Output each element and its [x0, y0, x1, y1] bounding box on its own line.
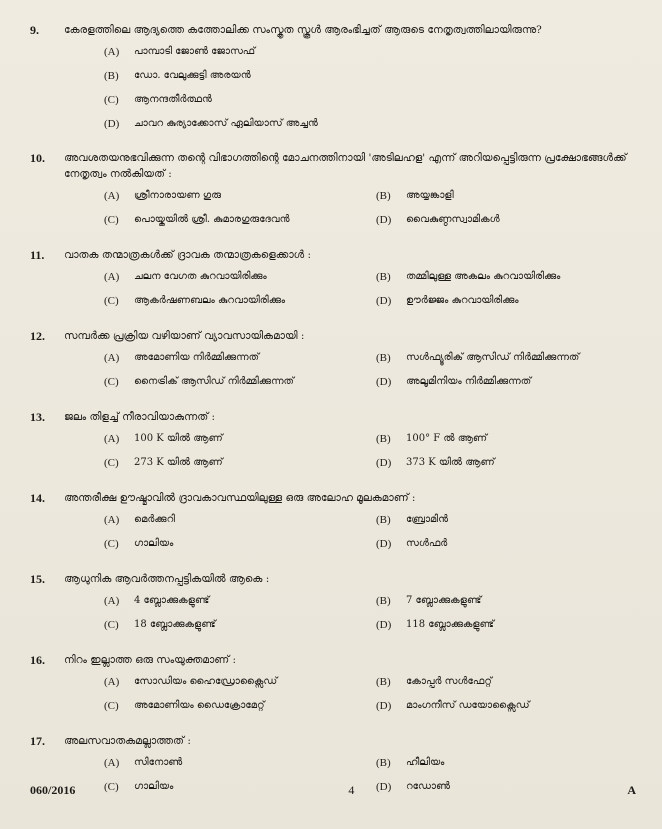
option-text: സിനോൺ — [134, 757, 183, 768]
option-text: വൈകുണ്ഠസ്വാമികൾ — [406, 214, 500, 225]
answer-option — [104, 69, 634, 93]
option-text: 4 ബ്ലോക്കുകളുണ്ട് — [134, 595, 210, 606]
option-list — [30, 189, 634, 237]
answer-option — [104, 432, 376, 456]
answer-option — [376, 456, 634, 480]
option-label: (D) — [376, 700, 392, 712]
question-block — [30, 571, 634, 642]
paper-code: 060/2016 — [30, 783, 76, 797]
option-label: (D) — [376, 781, 392, 793]
answer-option — [376, 675, 634, 699]
option-text: 373 K യിൽ ആണ് — [406, 457, 495, 468]
question-number: 10. — [30, 151, 45, 165]
question-number: 11. — [30, 248, 45, 262]
option-text: ചാവറ കുര്യാക്കോസ് ഏലിയാസ് അച്ചൻ — [134, 118, 318, 129]
option-text: മെർക്കുറി — [134, 514, 175, 525]
option-list — [30, 513, 634, 561]
question-block — [30, 150, 634, 237]
option-label: (B) — [376, 676, 391, 688]
question-number: 9. — [30, 23, 39, 37]
answer-option — [376, 537, 634, 561]
answer-option — [376, 756, 634, 780]
series-letter: A — [627, 783, 636, 797]
answer-option — [104, 117, 634, 141]
option-label: (C) — [104, 538, 119, 550]
option-list — [30, 351, 634, 399]
page-footer — [30, 783, 636, 798]
option-label: (B) — [376, 190, 391, 202]
answer-option — [376, 270, 634, 294]
question-text: വാതക തന്മാത്രകൾക്ക് ദ്രാവക തന്മാത്രകളെക്കാൾ : — [64, 249, 312, 261]
answer-option — [104, 699, 376, 723]
answer-option — [104, 618, 376, 642]
option-label: (A) — [104, 757, 120, 769]
answer-option — [376, 513, 634, 537]
option-label: (A) — [104, 271, 120, 283]
option-label: (A) — [104, 433, 120, 445]
question-block — [30, 328, 634, 399]
option-text: ആകർഷണബലം കുറവായിരിക്കും — [134, 295, 286, 306]
option-label: (B) — [376, 757, 391, 769]
option-label: (D) — [376, 457, 392, 469]
answer-option — [104, 513, 376, 537]
answer-option — [376, 432, 634, 456]
question-text: ആധുനിക ആവർത്തനപ്പട്ടികയിൽ ആകെ : — [64, 573, 270, 585]
question-text: കേരളത്തിലെ ആദ്യത്തെ കത്തോലിക്ക സംസ്കൃത സ്കൂൾ ആരംഭിച്ചത് ആരുടെ നേതൃത്വത്തിലായിരുന്നു? — [64, 24, 542, 36]
answer-option — [104, 594, 376, 618]
answer-option — [104, 93, 634, 117]
question-number: 12. — [30, 329, 45, 343]
option-text: നൈട്രിക് ആസിഡ് നിർമ്മിക്കുന്നത് — [134, 376, 294, 387]
answer-option — [104, 375, 376, 399]
question-text: ജലം തിളച്ച് നീരാവിയാകുന്നത് : — [64, 411, 216, 423]
question-line — [30, 490, 634, 506]
option-label: (B) — [376, 595, 391, 607]
answer-option — [104, 456, 376, 480]
option-label: (B) — [376, 271, 391, 283]
answer-option — [376, 189, 634, 213]
answer-option — [376, 618, 634, 642]
option-list — [30, 594, 634, 642]
option-text: 273 K യിൽ ആണ് — [134, 457, 223, 468]
question-text: അലസവാതകമല്ലാത്തത് : — [64, 735, 191, 747]
question-number: 13. — [30, 410, 45, 424]
option-text: റഡോൺ — [406, 781, 450, 792]
answer-option — [376, 213, 634, 237]
option-text: 118 ബ്ലോക്കുകളുണ്ട് — [406, 619, 494, 630]
question-text: സമ്പർക്ക പ്രക്രിയ വഴിയാണ് വ്യാവസായികമായി : — [64, 330, 305, 342]
option-list — [30, 45, 634, 141]
question-list — [30, 22, 634, 804]
option-label: (B) — [104, 70, 119, 82]
answer-option — [376, 375, 634, 399]
option-text: പൊയ്കയിൽ ശ്രീ. കുമാരഗുരുദേവൻ — [134, 214, 290, 225]
answer-option — [104, 537, 376, 561]
option-text: സൾഫ്യൂരിക് ആസിഡ് നിർമ്മിക്കുന്നത് — [406, 352, 580, 363]
option-label: (D) — [376, 214, 392, 226]
option-text: 100° F ൽ ആണ് — [406, 433, 488, 444]
option-text: ബ്രോമിൻ — [406, 514, 449, 525]
option-label: (D) — [376, 538, 392, 550]
option-list — [30, 432, 634, 480]
option-text: ഡോ. വേലുക്കുട്ടി അരയൻ — [134, 70, 251, 81]
question-block — [30, 490, 634, 561]
option-label: (C) — [104, 295, 119, 307]
option-label: (C) — [104, 700, 119, 712]
question-number: 17. — [30, 734, 45, 748]
option-label: (B) — [376, 514, 391, 526]
question-line — [30, 571, 634, 587]
option-label: (B) — [376, 352, 391, 364]
option-text: 100 K യിൽ ആണ് — [134, 433, 223, 444]
option-label: (C) — [104, 781, 119, 793]
question-line — [30, 22, 634, 38]
option-text: സോഡിയം ഹൈഡ്രോക്സൈഡ് — [134, 676, 278, 687]
answer-option — [104, 675, 376, 699]
question-text: അവശതയനുഭവിക്കുന്ന തന്റെ വിഭാഗത്തിന്റെ മോചനത്തിനായി 'അടിലഹള' എന്ന് അറിയപ്പെട്ടിരുന്ന പ്രക്ഷോഭങ്ങൾക്ക് നേതൃത്വം നൽകിയത് : — [64, 152, 627, 180]
answer-option — [104, 756, 376, 780]
option-text: ഹീലിയം — [406, 757, 445, 768]
option-text: കോപ്പർ സൾഫേറ്റ് — [406, 676, 492, 687]
question-line — [30, 328, 634, 344]
option-list — [30, 675, 634, 723]
question-line — [30, 150, 634, 182]
page-number: 4 — [348, 783, 355, 797]
answer-option — [376, 294, 634, 318]
option-label: (C) — [104, 94, 119, 106]
option-text: ചലന വേഗത കുറവായിരിക്കും — [134, 271, 267, 282]
question-block — [30, 247, 634, 318]
answer-option — [376, 594, 634, 618]
option-list — [30, 270, 634, 318]
answer-option — [376, 699, 634, 723]
option-label: (B) — [376, 433, 391, 445]
option-text: ശ്രീനാരായണ ഗുരു — [134, 190, 221, 201]
option-text: പാമ്പാടി ജോൺ ജോസഫ് — [134, 46, 256, 57]
answer-option — [104, 45, 634, 69]
answer-option — [104, 351, 376, 375]
question-line — [30, 733, 634, 749]
option-text: മാംഗനീസ് ഡയോക്സൈഡ് — [406, 700, 530, 711]
question-block — [30, 652, 634, 723]
option-label: (C) — [104, 214, 119, 226]
option-label: (D) — [376, 619, 392, 631]
option-label: (A) — [104, 190, 120, 202]
option-label: (D) — [376, 376, 392, 388]
option-label: (D) — [104, 118, 120, 130]
option-text: ആനന്ദതീർത്ഥൻ — [134, 94, 212, 105]
answer-option — [104, 213, 376, 237]
option-label: (C) — [104, 457, 119, 469]
option-text: ഗാലിയം — [134, 538, 174, 549]
option-label: (A) — [104, 514, 120, 526]
option-text: ഗാലിയം — [134, 781, 174, 792]
option-label: (A) — [104, 352, 120, 364]
option-label: (A) — [104, 676, 120, 688]
question-number: 14. — [30, 491, 45, 505]
option-label: (A) — [104, 46, 120, 58]
question-text: നിറം ഇല്ലാത്ത ഒരു സംയുക്തമാണ് : — [64, 654, 237, 666]
question-line — [30, 652, 634, 668]
option-label: (C) — [104, 619, 119, 631]
option-text: അമോണിയം ഡൈക്രോമേറ്റ് — [134, 700, 265, 711]
option-text: 7 ബ്ലോക്കുകളുണ്ട് — [406, 595, 482, 606]
option-text: തമ്മിലുള്ള അകലം കുറവായിരിക്കും — [406, 271, 561, 282]
question-number: 16. — [30, 653, 45, 667]
answer-option — [104, 270, 376, 294]
option-text: അലൂമിനിയം നിർമ്മിക്കുന്നത് — [406, 376, 532, 387]
option-label: (C) — [104, 376, 119, 388]
question-line — [30, 247, 634, 263]
option-text: 18 ബ്ലോക്കുകളുണ്ട് — [134, 619, 216, 630]
question-line — [30, 409, 634, 425]
question-block — [30, 409, 634, 480]
question-block — [30, 22, 634, 141]
option-label: (D) — [376, 295, 392, 307]
option-text: ഊർജ്ജം കുറവായിരിക്കും — [406, 295, 519, 306]
question-text: അന്തരീക്ഷ ഊഷ്മാവിൽ ദ്രാവകാവസ്ഥയിലുള്ള ഒരു അലോഹ മൂലകമാണ് : — [64, 492, 416, 504]
option-text: സൾഫർ — [406, 538, 448, 549]
question-number: 15. — [30, 572, 45, 586]
answer-option — [376, 351, 634, 375]
option-text: അമോണിയ നിർമ്മിക്കുന്നത് — [134, 352, 260, 363]
answer-option — [104, 189, 376, 213]
answer-option — [104, 294, 376, 318]
option-text: അയ്യങ്കാളി — [406, 190, 454, 201]
option-label: (A) — [104, 595, 120, 607]
